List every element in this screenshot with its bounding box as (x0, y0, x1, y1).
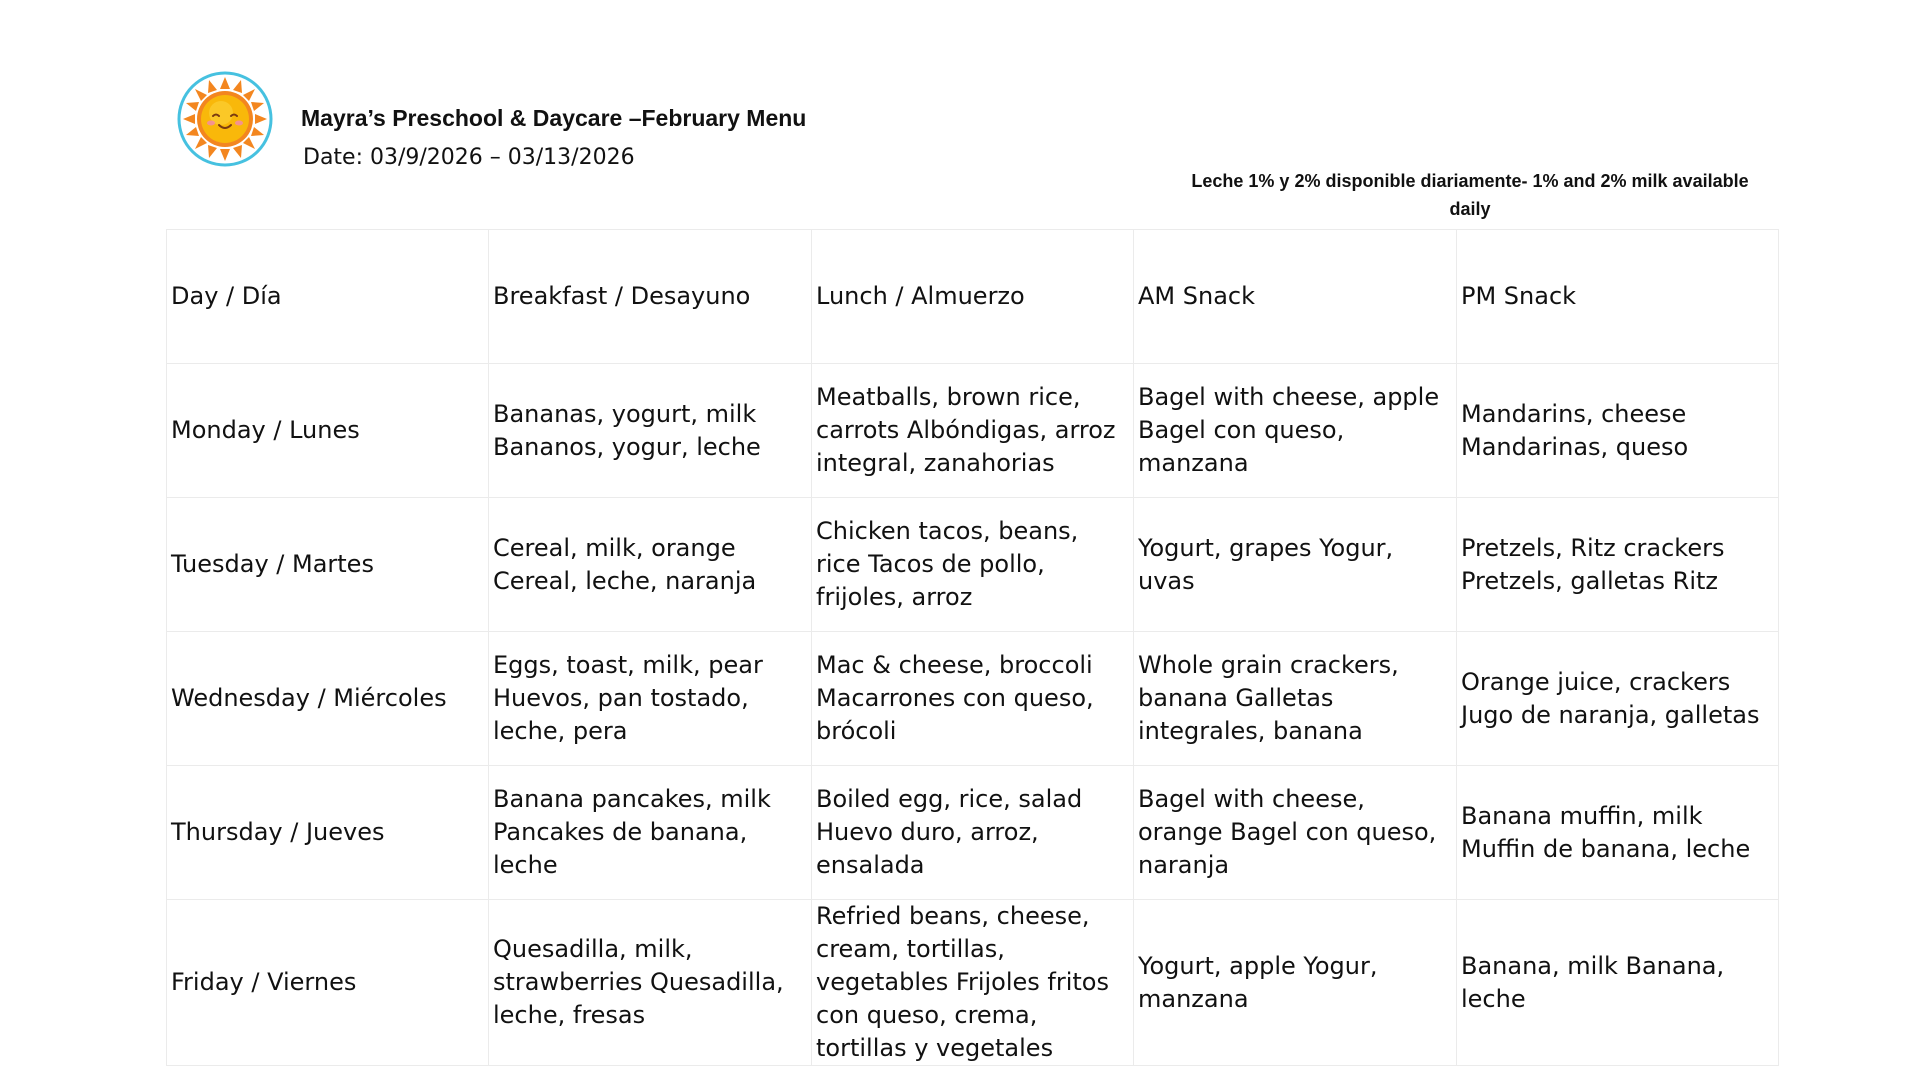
lunch-cell: Chicken tacos, beans, rice Tacos de pollo, frijoles, arroz (812, 498, 1134, 632)
am-snack-cell: Whole grain crackers, banana Galletas integrales, banana (1134, 632, 1457, 766)
table-header-row (167, 230, 1779, 364)
column-header-day: Day / Día (167, 230, 489, 364)
am-snack-cell: Yogurt, grapes Yogur, uvas (1134, 498, 1457, 632)
table-row (167, 632, 1779, 766)
table-row (167, 900, 1779, 1066)
am-snack-cell: Bagel with cheese, orange Bagel con queso, naranja (1134, 766, 1457, 900)
column-header-am-snack: AM Snack (1134, 230, 1457, 364)
am-snack-cell: Yogurt, apple Yogur, manzana (1134, 900, 1457, 1066)
day-cell: Monday / Lunes (167, 364, 489, 498)
date-range: Date: 03/9/2026 – 03/13/2026 (303, 145, 635, 170)
pm-snack-cell: Orange juice, crackers Jugo de naranja, galletas (1457, 632, 1779, 766)
column-header-pm-snack: PM Snack (1457, 230, 1779, 364)
pm-snack-cell: Mandarins, cheese Mandarinas, queso (1457, 364, 1779, 498)
pm-snack-cell: Banana muffin, milk Muffin de banana, leche (1457, 766, 1779, 900)
lunch-cell: Mac & cheese, broccoli Macarrones con queso, brócoli (812, 632, 1134, 766)
page-title: Mayra’s Preschool & Daycare –February Menu (301, 105, 807, 131)
column-header-lunch: Lunch / Almuerzo (812, 230, 1134, 364)
lunch-cell: Boiled egg, rice, salad Huevo duro, arroz, ensalada (812, 766, 1134, 900)
lunch-cell: Refried beans, cheese, cream, tortillas, vegetables Frijoles fritos con queso, crema, tortillas y vegetales (812, 900, 1134, 1066)
breakfast-cell: Bananas, yogurt, milk Bananos, yogur, leche (489, 364, 812, 498)
table-row (167, 364, 1779, 498)
table-row (167, 766, 1779, 900)
table-row (167, 498, 1779, 632)
day-cell: Wednesday / Miércoles (167, 632, 489, 766)
day-cell: Thursday / Jueves (167, 766, 489, 900)
milk-availability-note: Leche 1% y 2% disponible diariamente- 1% and 2% milk available daily (1191, 171, 1749, 219)
day-cell: Friday / Viernes (167, 900, 489, 1066)
day-cell: Tuesday / Martes (167, 498, 489, 632)
lunch-cell: Meatballs, brown rice, carrots Albóndigas, arroz integral, zanahorias (812, 364, 1134, 498)
menu-table (166, 229, 1779, 1066)
column-header-breakfast: Breakfast / Desayuno (489, 230, 812, 364)
breakfast-cell: Eggs, toast, milk, pear Huevos, pan tostado, leche, pera (489, 632, 812, 766)
pm-snack-cell: Pretzels, Ritz crackers Pretzels, galletas Ritz (1457, 498, 1779, 632)
breakfast-cell: Cereal, milk, orange Cereal, leche, naranja (489, 498, 812, 632)
breakfast-cell: Quesadilla, milk, strawberries Quesadilla, leche, fresas (489, 900, 812, 1066)
pm-snack-cell: Banana, milk Banana, leche (1457, 900, 1779, 1066)
sun-logo-icon (177, 71, 273, 167)
am-snack-cell: Bagel with cheese, apple Bagel con queso, manzana (1134, 364, 1457, 498)
breakfast-cell: Banana pancakes, milk Pancakes de banana, leche (489, 766, 812, 900)
